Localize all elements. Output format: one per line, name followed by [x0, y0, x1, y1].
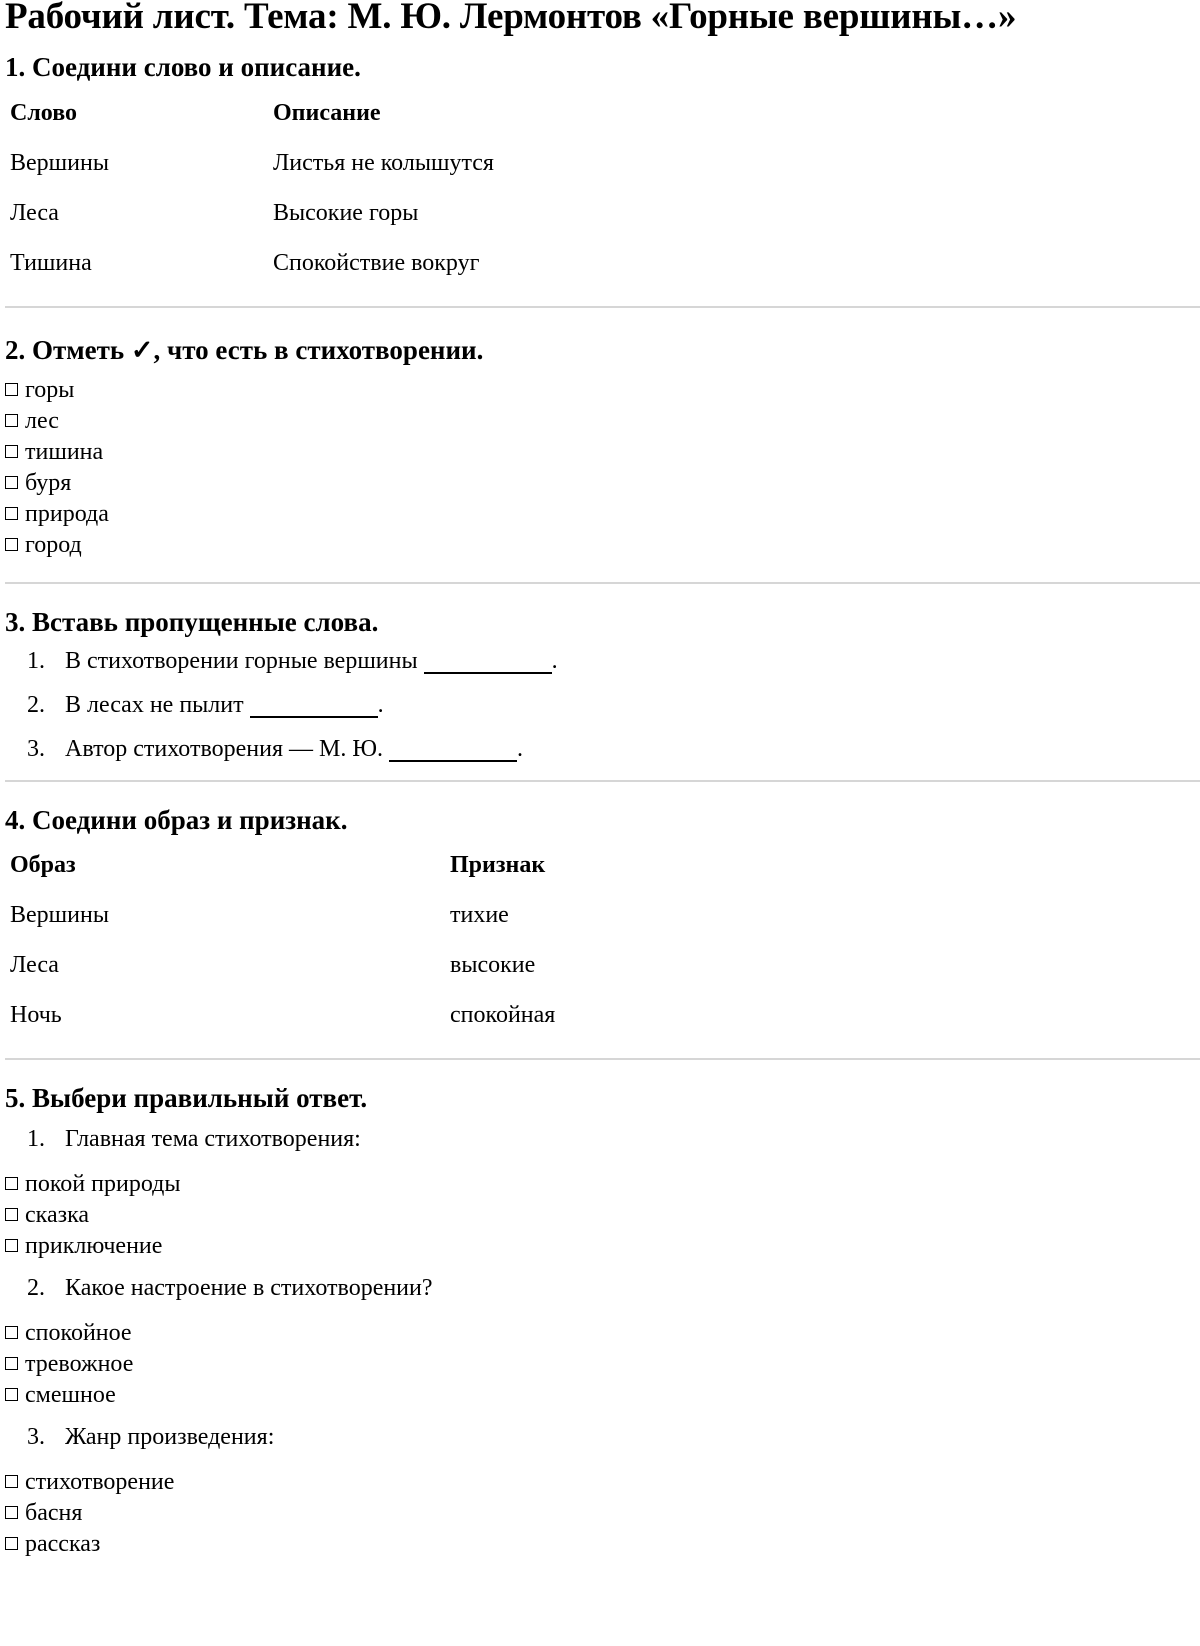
- fill-in-item: 2. В лесах не пылит .: [27, 692, 384, 718]
- answer-option[interactable]: покой природы: [5, 1170, 1200, 1201]
- checklist-item[interactable]: горы: [5, 376, 1200, 407]
- checkbox-icon[interactable]: [5, 383, 18, 396]
- answer-option[interactable]: спокойное: [5, 1319, 1200, 1350]
- checklist-item[interactable]: лес: [5, 407, 1200, 438]
- checkbox-icon[interactable]: [5, 1475, 18, 1488]
- column-header-feature: Признак: [450, 852, 546, 878]
- section1-match-table: [5, 100, 1200, 300]
- checkbox-icon[interactable]: [5, 1537, 18, 1550]
- match-feature: тихие: [450, 902, 509, 928]
- match-image: Леса: [10, 952, 59, 978]
- section5-heading: 5. Выбери правильный ответ.: [5, 1083, 368, 1113]
- section2-heading: 2. Отметь ✓, что есть в стихотворении.: [5, 335, 484, 365]
- match-table-header: [5, 852, 1200, 902]
- match-description: Спокойствие вокруг: [273, 250, 480, 276]
- checkbox-icon[interactable]: [5, 414, 18, 427]
- question-text: 2. Какое настроение в стихотворении?: [27, 1275, 433, 1301]
- answer-options: [5, 1319, 1200, 1412]
- match-image: Вершины: [10, 902, 109, 928]
- match-word: Леса: [10, 200, 59, 226]
- match-word: Вершины: [10, 150, 109, 176]
- match-row: [5, 150, 1200, 200]
- answer-option[interactable]: тревожное: [5, 1350, 1200, 1381]
- section5-question: [5, 1424, 1200, 1460]
- blank-line[interactable]: [389, 736, 517, 762]
- match-row: [5, 200, 1200, 250]
- checkbox-icon[interactable]: [5, 507, 18, 520]
- match-feature: спокойная: [450, 1002, 556, 1028]
- match-description: Листья не колышутся: [273, 150, 494, 176]
- answer-option[interactable]: рассказ: [5, 1530, 1200, 1561]
- match-table-header: [5, 100, 1200, 150]
- column-header-word: Слово: [10, 100, 77, 126]
- checkbox-icon[interactable]: [5, 1388, 18, 1401]
- match-row: [5, 902, 1200, 952]
- match-feature: высокие: [450, 952, 536, 978]
- checkbox-icon[interactable]: [5, 1357, 18, 1370]
- match-word: Тишина: [10, 250, 92, 276]
- section-divider: [5, 306, 1200, 308]
- match-description: Высокие горы: [273, 200, 419, 226]
- section4-heading: 4. Соедини образ и признак.: [5, 805, 348, 835]
- section3-fill-in-list: [5, 648, 1200, 780]
- checklist-item[interactable]: город: [5, 531, 1200, 562]
- match-row: [5, 250, 1200, 300]
- checkbox-icon[interactable]: [5, 538, 18, 551]
- section1-heading: 1. Соедини слово и описание.: [5, 52, 361, 82]
- blank-line[interactable]: [250, 692, 378, 718]
- section5-question: [5, 1275, 1200, 1311]
- section3-heading: 3. Вставь пропущенные слова.: [5, 607, 379, 637]
- answer-option[interactable]: приключение: [5, 1232, 1200, 1263]
- checkbox-icon[interactable]: [5, 476, 18, 489]
- checkbox-icon[interactable]: [5, 1177, 18, 1190]
- section2-checklist: [5, 376, 1200, 562]
- blank-line[interactable]: [424, 648, 552, 674]
- checkbox-icon[interactable]: [5, 1506, 18, 1519]
- section4-match-table: [5, 852, 1200, 1052]
- section-divider: [5, 582, 1200, 584]
- question-text: 1. Главная тема стихотворения:: [27, 1126, 361, 1152]
- checkbox-icon[interactable]: [5, 1208, 18, 1221]
- match-row: [5, 952, 1200, 1002]
- answer-option[interactable]: смешное: [5, 1381, 1200, 1412]
- match-row: [5, 1002, 1200, 1052]
- match-image: Ночь: [10, 1002, 62, 1028]
- answer-option[interactable]: басня: [5, 1499, 1200, 1530]
- checkbox-icon[interactable]: [5, 1239, 18, 1252]
- checklist-item[interactable]: буря: [5, 469, 1200, 500]
- column-header-image: Образ: [10, 852, 76, 878]
- fill-in-item: 1. В стихотворении горные вершины .: [27, 648, 558, 674]
- checkbox-icon[interactable]: [5, 1326, 18, 1339]
- answer-option[interactable]: сказка: [5, 1201, 1200, 1232]
- section-divider: [5, 780, 1200, 782]
- question-text: 3. Жанр произведения:: [27, 1424, 275, 1450]
- answer-options: [5, 1170, 1200, 1263]
- section-divider: [5, 1058, 1200, 1060]
- answer-option[interactable]: стихотворение: [5, 1468, 1200, 1499]
- checkbox-icon[interactable]: [5, 445, 18, 458]
- checklist-item[interactable]: тишина: [5, 438, 1200, 469]
- page-title: Рабочий лист. Тема: М. Ю. Лермонтов «Горные вершины…»: [5, 0, 1017, 37]
- column-header-description: Описание: [273, 100, 381, 126]
- answer-options: [5, 1468, 1200, 1561]
- fill-in-item: 3. Автор стихотворения — М. Ю. .: [27, 736, 524, 762]
- section5-question: [5, 1126, 1200, 1162]
- checklist-item[interactable]: природа: [5, 500, 1200, 531]
